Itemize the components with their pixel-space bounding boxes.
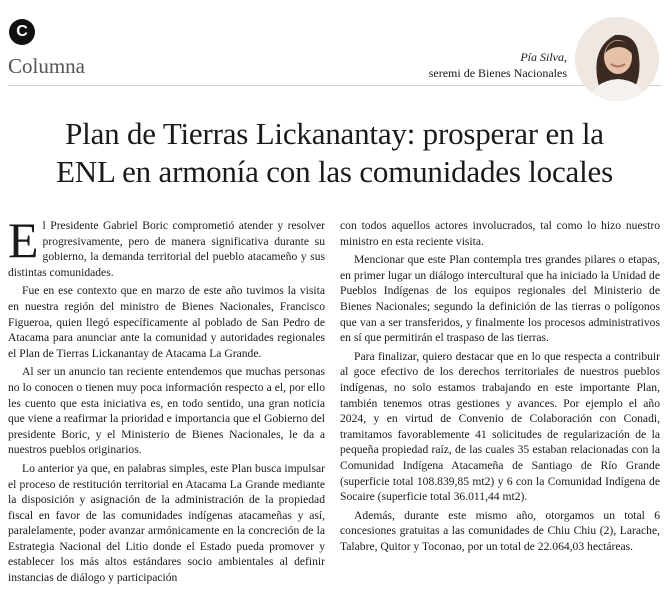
- section-divider: [8, 85, 661, 86]
- column-badge: C: [9, 19, 35, 45]
- article-paragraph: El Presidente Gabriel Boric comprometió atender y resolver progresivamente, pero de manera significativa durante su gobierno, la demanda territorial del pueblo atacameño y sus distintas comunidades.: [8, 212, 325, 279]
- article-paragraph: Lo anterior ya que, en palabras simples, este Plan busca impulsar el proceso de restitución territorial en Atacama La Grande mediante la disposición y asignación de la administración de la propiedad fiscal en favor de las comunidades indígenas atacameñas y así, paralelamente, poder avanzar armónicamente en la concreción de la Estrategia Nacional del Litio donde el Estado pueda promover y establecer los más altos estándares socio ambientales al definir instancias de diálogo y participación: [8, 461, 325, 585]
- article-column-right: [340, 218, 660, 557]
- article-paragraph: Para finalizar, quiero destacar que en lo que respecta a contribuir al goce efectivo de los derechos territoriales de nuestros pueblos indígenas, no solo estamos trabajando en este importante Plan, también tenemos otras gestiones y avances. Por ejemplo el año 2024, y en virtud de Convenio de Colaboración con Conadi, tramitamos favorablemente 41 solicitudes de regularización de la pequeña propiedad raíz, de las cuales 35 estaban relacionadas con la Comunidad Indígena Atacameña de Santiago de Río Grande (superficie total 108.839,85 mt2) y 6 con la Comunidad Indígena de Socaire (superficie total 36.011,44 mt2).: [340, 349, 660, 504]
- headline-line-2: ENL en armonía con las comunidades locales: [56, 154, 613, 189]
- article-paragraph: Además, durante este mismo año, otorgamos un total 6 concesiones gratuitas a las comunidades de Chiu Chiu (2), Larache, Talabre, Quitor y Toconao, por un total de 22.064,03 hectáreas.: [340, 508, 660, 553]
- author-name: Pía Silva,: [520, 50, 567, 64]
- article-paragraph: con todos aquellos actores involucrados, tal como lo hizo nuestro ministro en esta reciente visita.: [340, 219, 660, 248]
- article-paragraph: Al ser un anuncio tan reciente entendemos que muchas personas no lo conocen o tienen muy poca información respecto a el, por ello les cuento que esta iniciativa es, en todo sentido, una gran noticia que viene a reafirmar la prioridad e importancia que el Gobierno del presidente Boric, y el Ministerio de Bienes Nacionales, le da a nuestros pueblos originarios.: [8, 365, 325, 457]
- author-block: [429, 49, 567, 81]
- author-portrait-icon: [575, 17, 659, 101]
- author-role: seremi de Bienes Nacionales: [428, 66, 567, 80]
- author-portrait: [575, 17, 659, 101]
- section-label: Columna: [8, 54, 85, 78]
- headline-line-1: Plan de Tierras Lickanantay: prosperar en la: [65, 116, 604, 151]
- article-paragraph: Mencionar que este Plan contempla tres grandes pilares o etapas, en primer lugar un diálogo intercultural que ha iniciado la Unidad de Pueblos Indígenas de los equipos regionales del Ministerio de Bienes Nacionales; segundo la definición de las tierras o polígonos que van a ser transferidos, y finalmente los procesos administrativos en sí que permitirán el traspaso de las tierras.: [340, 253, 660, 345]
- article-paragraph: Fue en ese contexto que en marzo de este año tuvimos la visita en nuestra región del ministro de Bienes Nacionales, Francisco Figueroa, quien llegó específicamente al poblado de San Pedro de Atacama para anunciar ante la comunidad y autoridades regionales el Plan de Tierras Lickanantay de Atacama La Grande.: [8, 284, 325, 360]
- article-column-left: [8, 212, 325, 589]
- article-headline: [0, 115, 669, 191]
- drop-cap: E: [8, 212, 39, 268]
